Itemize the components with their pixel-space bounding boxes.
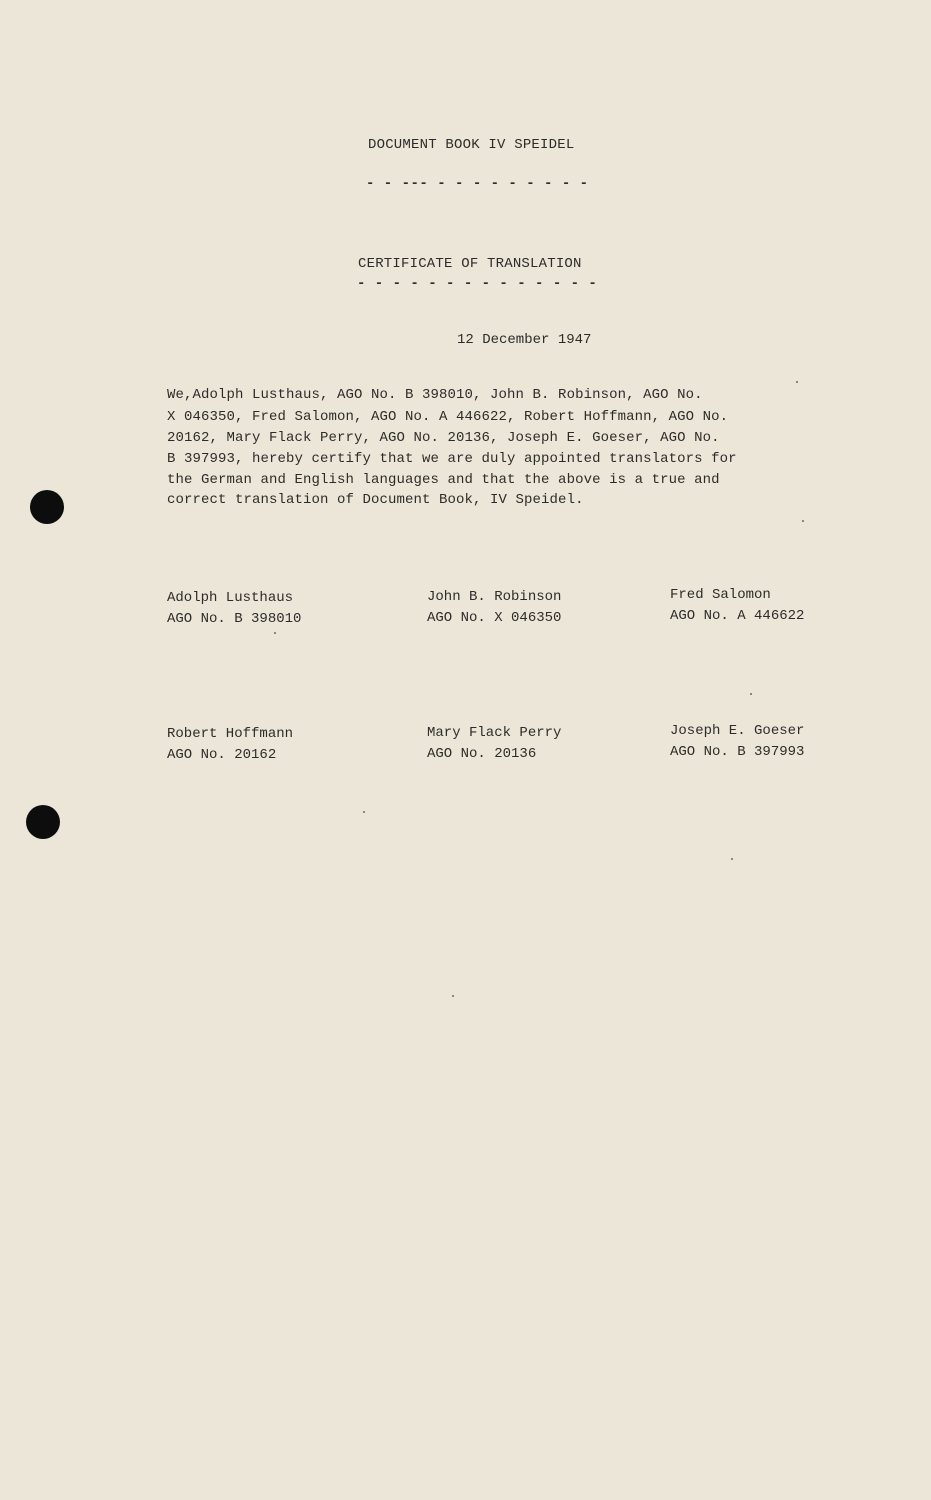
translator-ago-number: AGO No. B 397993: [670, 744, 805, 760]
paper-speck: [274, 632, 276, 634]
translator-name: John B. Robinson: [427, 589, 562, 605]
certificate-title: CERTIFICATE OF TRANSLATION: [358, 256, 582, 272]
paper-speck: [802, 520, 804, 522]
translator-signature: [167, 588, 301, 630]
paragraph-line: the German and English languages and that the above is a true and: [167, 472, 720, 488]
paragraph-line: B 397993, hereby certify that we are duly appointed translators for: [167, 451, 737, 467]
translator-signature: [670, 585, 804, 627]
translator-name: Adolph Lusthaus: [167, 590, 294, 606]
paragraph-line: We,Adolph Lusthaus, AGO No. B 398010, John B. Robinson, AGO No.: [167, 387, 703, 403]
paper-speck: [452, 995, 454, 997]
paper-speck: [796, 381, 798, 383]
translator-name: Mary Flack Perry: [427, 725, 562, 741]
translator-ago-number: AGO No. X 046350: [427, 610, 562, 626]
binder-hole-icon: [30, 490, 64, 524]
paper-speck: [363, 811, 365, 813]
translator-name: Joseph E. Goeser: [670, 723, 805, 739]
paper-speck: [750, 693, 752, 695]
binder-hole-icon: [26, 805, 60, 839]
paper-speck: [731, 858, 733, 860]
translator-signature: [167, 724, 293, 766]
translator-name: Robert Hoffmann: [167, 726, 294, 742]
translator-ago-number: AGO No. A 446622: [670, 608, 805, 624]
translator-ago-number: AGO No. 20162: [167, 747, 277, 763]
translator-signature: [670, 721, 804, 763]
translator-ago-number: AGO No. B 398010: [167, 611, 302, 627]
translator-signature: [427, 587, 561, 629]
paragraph-line: 20162, Mary Flack Perry, AGO No. 20136, Joseph E. Goeser, AGO No.: [167, 430, 720, 446]
document-date: 12 December 1947: [457, 332, 592, 348]
paragraph-line: correct translation of Document Book, IV Speidel.: [167, 492, 584, 508]
document-title: DOCUMENT BOOK IV SPEIDEL: [368, 137, 575, 153]
title-underline: - - --- - - - - - - - - -: [366, 176, 589, 192]
translator-ago-number: AGO No. 20136: [427, 746, 537, 762]
translator-name: Fred Salomon: [670, 587, 771, 603]
certificate-underline: - - - - - - - - - - - - - -: [357, 276, 598, 292]
paragraph-line: X 046350, Fred Salomon, AGO No. A 446622, Robert Hoffmann, AGO No.: [167, 409, 729, 425]
translator-signature: [427, 723, 561, 765]
